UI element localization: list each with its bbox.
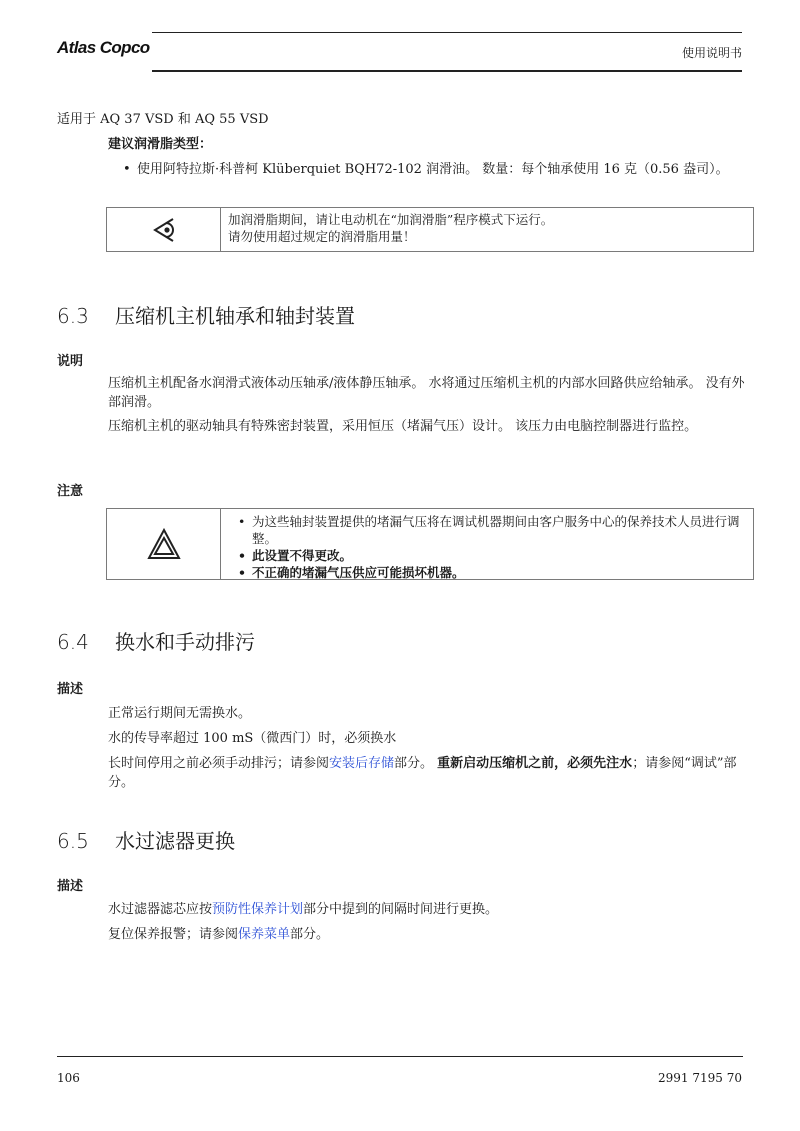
para-3-text-a: 长时间停用之前必须手动排污；请参阅: [108, 756, 330, 771]
warning-item-3: • 不正确的堵漏气压供应可能损坏机器。: [238, 564, 745, 581]
section-6-5-title: [57, 825, 235, 854]
link-service-menu[interactable]: 保养菜单: [238, 927, 291, 942]
warning-icon-cell: [107, 509, 221, 579]
section-title-text: 换水和手动排污: [115, 630, 255, 654]
para-3-bold: 重新启动压缩机之前，必须先注水: [437, 756, 633, 771]
grease-bullet: [123, 160, 748, 179]
section-6-4-subhead: 描述: [57, 682, 84, 697]
link-storage-after-install[interactable]: 安装后存储: [329, 756, 395, 771]
para-2-text-b: 部分。: [290, 927, 330, 942]
para-1-text-a: 水过滤器滤芯应按: [108, 902, 213, 917]
para-1-text-b: 部分中提到的间隔时间进行更换。: [303, 902, 499, 917]
warning-list: [238, 513, 745, 581]
para-2-text-a: 复位保养报警；请参阅: [108, 927, 239, 942]
note-line-2: 请勿使用超过规定的润滑脂用量！: [228, 229, 416, 244]
warning-triangle-icon: [147, 528, 181, 560]
note-icon-cell: [107, 208, 221, 251]
footer-rule: [57, 1056, 743, 1057]
section-6-5-para-1: [108, 900, 748, 919]
section-number: 6.4: [57, 630, 89, 654]
grease-heading: 建议润滑脂类型：: [108, 137, 213, 152]
header-rule: [152, 70, 742, 72]
note-box: [106, 207, 754, 252]
section-6-4-para-3: [108, 754, 748, 792]
section-number: 6.3: [57, 304, 89, 328]
section-title-text: 水过滤器更换: [115, 829, 235, 853]
applies-to: 适用于 AQ 37 VSD 和 AQ 55 VSD: [57, 112, 269, 127]
section-6-4-para-1: 正常运行期间无需换水。: [108, 706, 252, 721]
bullet-dot: •: [123, 162, 131, 177]
warning-item-2: • 此设置不得更改。: [238, 547, 745, 564]
section-6-5-subhead: 描述: [57, 879, 84, 894]
section-6-3-para-2: 压缩机主机的驱动轴具有特殊密封装置，采用恒压（堵漏气压）设计。 该压力由电脑控制器进行监控。: [108, 419, 698, 434]
eye-note-icon: [149, 215, 179, 245]
section-6-5-para-2: [108, 925, 748, 944]
section-6-3-title: [57, 300, 355, 329]
note-text: [228, 211, 745, 245]
para-3-text-b: 部分。: [394, 756, 438, 771]
link-preventive-maintenance[interactable]: 预防性保养计划: [212, 902, 304, 917]
header-top-rule: [152, 32, 742, 33]
section-6-3-subhead-note: 注意: [57, 484, 84, 499]
atlas-copco-logo: Atlas Copco: [57, 38, 150, 57]
para-3-text-c: ；请参阅“调试”部分。: [108, 756, 737, 790]
warning-text: [238, 513, 745, 581]
document-number: 2991 7195 70: [658, 1071, 742, 1085]
doc-type: 使用说明书: [681, 46, 742, 60]
section-title-text: 压缩机主机轴承和轴封装置: [115, 304, 355, 328]
warning-box: [106, 508, 754, 580]
section-number: 6.5: [57, 829, 89, 853]
note-line-1: 加润滑脂期间，请让电动机在“加润滑脂”程序模式下运行。: [228, 212, 554, 227]
grease-bullet-text: 使用阿特拉斯·科普柯 Klüberquiet BQH72-102 润滑油。 数量：每个轴承使用 16 克（0.56 盎司）。: [137, 162, 729, 177]
section-6-3-subhead-description: 说明: [57, 354, 84, 369]
section-6-3-para-1: 压缩机主机配备水润滑式液体动压轴承/液体静压轴承。 水将通过压缩机主机的内部水回路供应给轴承。 没有外部润滑。: [108, 376, 745, 410]
section-6-4-title: [57, 626, 255, 655]
warning-item-1: • 为这些轴封装置提供的堵漏气压将在调试机器期间由客户服务中心的保养技术人员进行调整。: [238, 513, 745, 547]
section-6-4-para-2: 水的传导率超过 100 mS（微西门）时，必须换水: [108, 731, 397, 746]
page-number: 106: [57, 1071, 80, 1085]
